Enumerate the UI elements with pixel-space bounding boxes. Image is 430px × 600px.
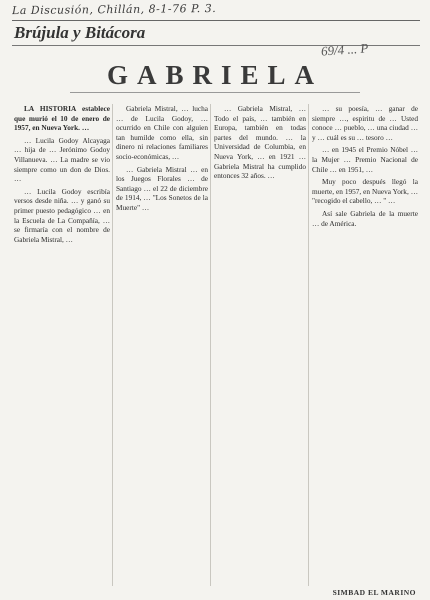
article-paragraph: Así sale Gabriela de la muerte … de América. bbox=[312, 208, 418, 228]
article-paragraph: Gabriela Mistral, … lucha … de Lucila Godoy, … ocurrido en Chile con alguien tan humilde como ella, sin dinero ni relaciones familiares socio-económicas, … bbox=[116, 104, 208, 161]
column-divider bbox=[308, 104, 309, 586]
article-paragraph: … Lucila Godoy Alcayaga … hija de … Jerónimo Godoy Villanueva. … La madre se vio siempre como un don de Dios. … bbox=[14, 135, 110, 184]
handwritten-source-note: La Discusión, Chillán, 8-1-76 P. 3. bbox=[11, 1, 217, 18]
article-paragraph: … Gabriela Mistral … en los Juegos Florales … de Santiago … el 22 de diciembre de 1914, … "Los Sonetos de la Muerte" … bbox=[116, 164, 208, 212]
article-column-3 bbox=[214, 104, 306, 586]
archive-stamp: 69/4 ... P bbox=[320, 40, 369, 59]
article-column-1 bbox=[14, 104, 110, 586]
column-divider bbox=[112, 104, 113, 586]
headline-rule bbox=[70, 92, 360, 93]
article-paragraph: … Gabriela Mistral, … Todo el país, … también en Europa, también en todas partes del mundo. … la Universidad de Columbia, en Nueva York, … en 1921 … Gabriela Mistral ha cumplido entonces 32 años. … bbox=[214, 104, 306, 181]
section-title: Brújula y Bitácora bbox=[14, 23, 146, 42]
article-column-4 bbox=[312, 104, 418, 586]
article-paragraph: … su poesía, … ganar de siempre …, espiritu de … Usted conoce … pueblo, … una ciudad … y … cuál es su … tesoro … bbox=[312, 104, 418, 142]
article-paragraph: Muy poco después llegó la muerte, en 1957, en Nueva York, … "recogido el cabello, … " … bbox=[312, 177, 418, 206]
author-signature: SIMBAD EL MARINO bbox=[332, 588, 416, 597]
top-rule bbox=[12, 20, 420, 21]
article-paragraph: … en 1945 el Premio Nóbel … la Mujer … Premio Nacional de Chile … en 1951, … bbox=[312, 145, 418, 174]
article-paragraph: LA HISTORIA establece que murió el 10 de enero de 1957, en Nueva York. … bbox=[14, 104, 110, 133]
article-paragraph: … Lucila Godoy escribía versos desde niña. … y ganó su primer puesto pedagógico … en la Escuela de La Compañía, … se firmaría con el nombre de Gabriela Mistral, … bbox=[14, 186, 110, 244]
column-divider bbox=[210, 104, 211, 586]
article-column-2 bbox=[116, 104, 208, 586]
article-headline: GABRIELA bbox=[106, 60, 324, 90]
